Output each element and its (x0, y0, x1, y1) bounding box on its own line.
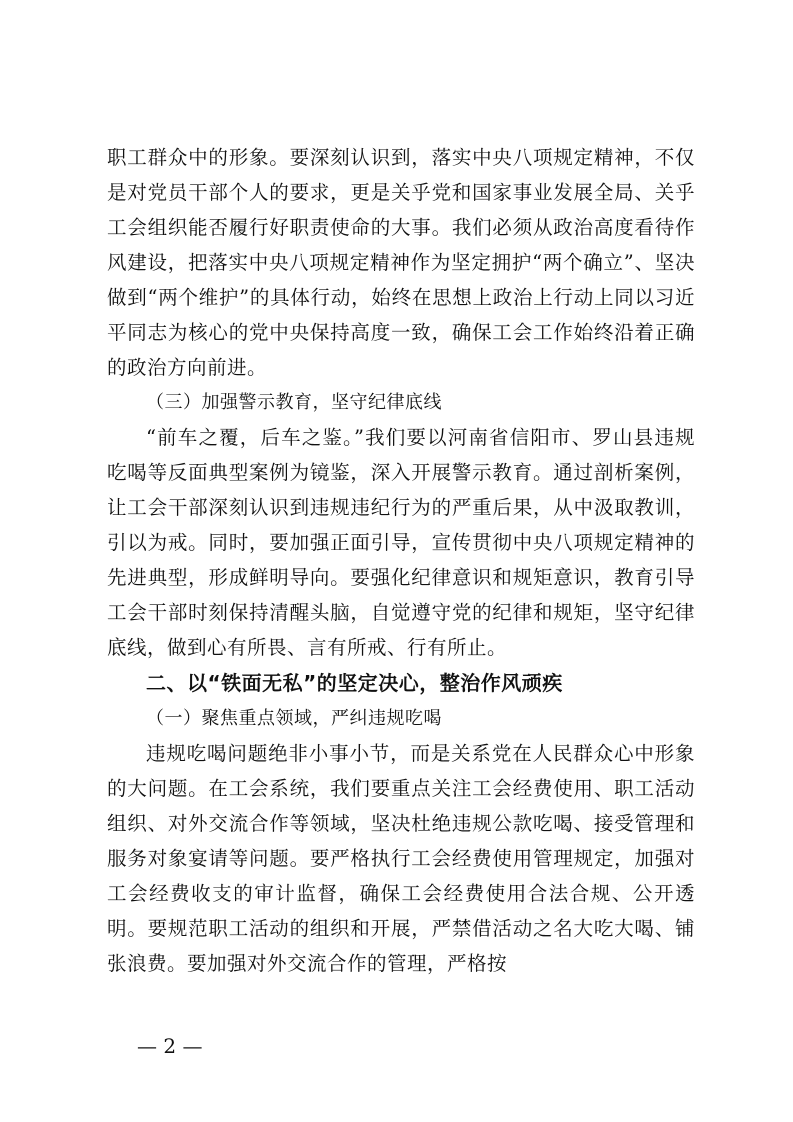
page-number: — 2 — (137, 1034, 203, 1058)
document-body (107, 140, 695, 981)
body-paragraph-warning-education: “前车之覆，后车之鉴。”我们要以河南省信阳市、罗山县违规吃喝等反面典型案例为镜鉴，深入开展警示教育。通过剖析案例，让工会干部深刻认识到违规违纪行为的严重后果，从中汲取教训，引以为戒。同时，要加强正面引导，宣传贯彻中央八项规定精神的先进典型，形成鲜明导向。要强化纪律意识和规矩意识，教育引导工会干部时刻保持清醒头脑，自觉遵守党的纪律和规矩，坚守纪律底线，做到心有所畏、言有所戒、行有所止。 (107, 426, 695, 659)
body-paragraph-dining-violations: 违规吃喝问题绝非小事小节，而是关系党在人民群众心中形象的大问题。在工会系统，我们要重点关注工会经费使用、职工活动组织、对外交流合作等领域，坚决杜绝违规公款吃喝、接受管理和服务对象宴请等问题。要严格执行工会经费使用管理规定，加强对工会经费收支的审计监督，确保工会经费使用合法合规、公开透明。要规范职工活动的组织和开展，严禁借活动之名大吃大喝、铺张浪费。要加强对外交流合作的管理，严格按 (107, 742, 695, 975)
subsection-heading-1: （一）聚焦重点领域，严纠违规吃喝 (146, 708, 442, 729)
body-paragraph-continuation: 职工群众中的形象。要深刻认识到，落实中央八项规定精神，不仅是对党员干部个人的要求，更是关乎党和国家事业发展全局、关乎工会组织能否履行好职责使命的大事。我们必须从政治高度看待作风建设，把落实中央八项规定精神作为坚定拥护“两个确立”、坚决做到“两个维护”的具体行动，始终在思想上政治上行动上同以习近平同志为核心的党中央保持高度一致，确保工会工作始终沿着正确的政治方向前进。 (107, 146, 695, 379)
subsection-heading-3: （三）加强警示教育，坚守纪律底线 (146, 392, 442, 413)
section-heading-2: 二、以“铁面无私”的坚定决心，整治作风顽疾 (146, 671, 563, 695)
